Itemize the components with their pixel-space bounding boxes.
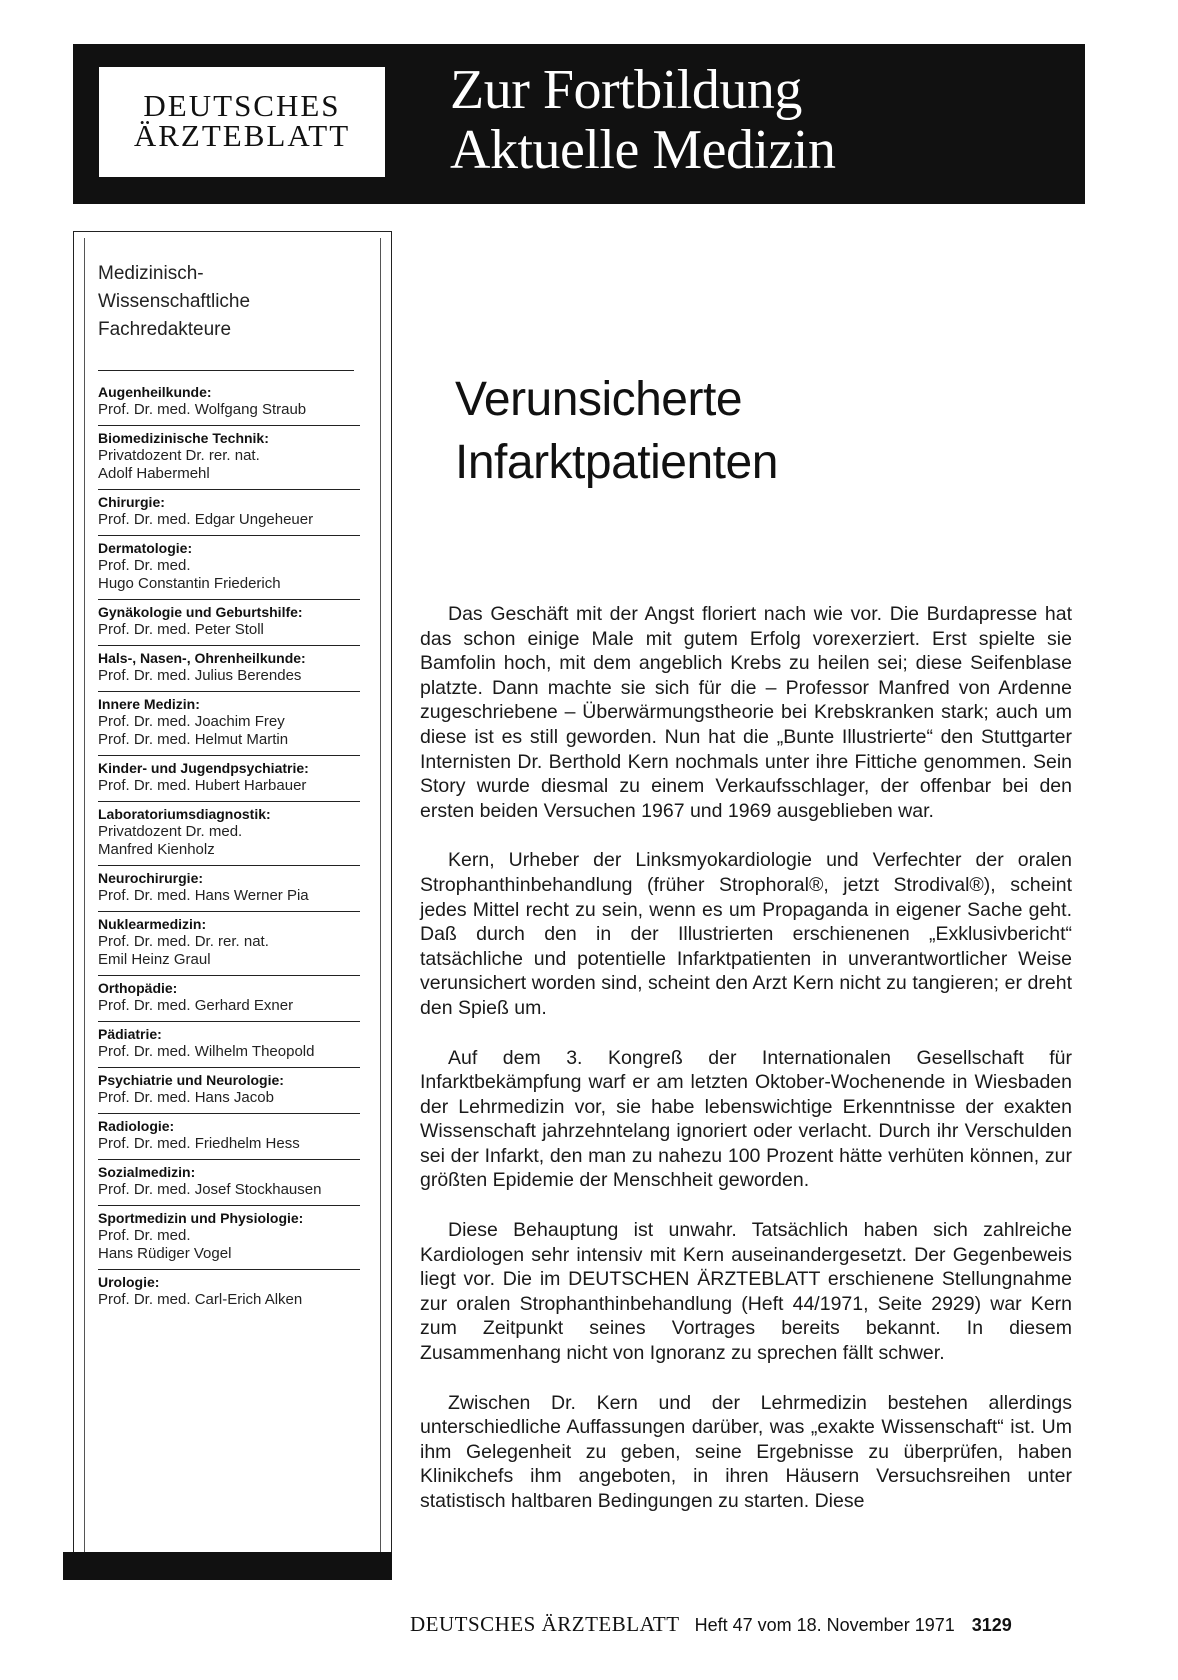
footer-publication: DEUTSCHES ÄRZTEBLATT	[410, 1612, 680, 1636]
editor-name: Hugo Constantin Friederich	[98, 575, 281, 592]
editor-name: Prof. Dr. med. Helmut Martin	[98, 731, 289, 748]
editor-field: Laboratoriumsdiagnostik:	[98, 806, 271, 822]
editor-name: Prof. Dr. med. Hubert Harbauer	[98, 777, 307, 794]
section-title-line-2: Aktuelle Medizin	[450, 119, 836, 181]
editor-entry	[98, 536, 360, 600]
editor-entry	[98, 866, 360, 912]
editor-name: Prof. Dr. med. Edgar Ungeheuer	[98, 511, 314, 528]
editor-name: Prof. Dr. med. Wolfgang Straub	[98, 401, 307, 418]
editor-name: Prof. Dr. med. Hans Jacob	[98, 1089, 274, 1106]
editor-field: Augenheilkunde:	[98, 384, 212, 400]
logo-line-2: ÄRZTEBLATT	[133, 118, 351, 153]
editor-field: Pädiatrie:	[98, 1026, 162, 1042]
editor-name: Prof. Dr. med. Hans Werner Pia	[98, 887, 309, 904]
editor-field: Gynäkologie und Geburtshilfe:	[98, 604, 303, 620]
editor-entry	[98, 1206, 360, 1270]
editor-entry	[98, 1068, 360, 1114]
sidebar-bottom-bar	[63, 1552, 392, 1580]
editor-field: Radiologie:	[98, 1118, 175, 1134]
article-paragraph: Kern, Urheber der Linksmyokardiologie und Verfechter der oralen Strophanthinbehandlung (früher Strophoral®, jetzt Strodival®), scheint jedes Mittel recht zu sein, wenn es um Propaganda in eigener Sache geht. Daß durch den in der Illustrierten erschienenen „Exklusivbericht“ tatsächliche und potentielle Infarktpatienten in unverantwortlicher Weise verunsichert worden sind, scheint den Arzt Kern nicht zu tangieren; er dreht den Spieß um.	[420, 849, 1072, 1019]
editor-entry	[98, 1160, 360, 1206]
editor-entry	[98, 380, 360, 426]
section-title-line-1: Zur Fortbildung	[450, 59, 802, 121]
editor-field: Innere Medizin:	[98, 696, 200, 712]
editor-name: Hans Rüdiger Vogel	[98, 1245, 232, 1262]
editor-field: Biomedizinische Technik:	[98, 430, 269, 446]
editor-field: Psychiatrie und Neurologie:	[98, 1072, 284, 1088]
editor-name: Manfred Kienholz	[98, 841, 215, 858]
sidebar-divider	[98, 370, 354, 371]
article-title-line-1: Verunsicherte	[455, 373, 743, 426]
footer-issue: Heft 47 vom 18. November 1971	[694, 1615, 955, 1635]
editor-name: Adolf Habermehl	[98, 465, 210, 482]
editor-name: Prof. Dr. med. Joachim Frey	[98, 713, 285, 730]
editor-field: Chirurgie:	[98, 494, 165, 510]
masthead	[73, 44, 1085, 204]
publication-logo	[99, 67, 385, 177]
editor-field: Sportmedizin und Physiologie:	[98, 1210, 304, 1226]
editor-name: Prof. Dr. med. Carl-Erich Alken	[98, 1291, 303, 1308]
editor-entry	[98, 692, 360, 756]
sidebar-heading-line-3: Fachredakteure	[98, 319, 232, 340]
editor-entry	[98, 1114, 360, 1160]
editor-entry	[98, 1270, 360, 1315]
editor-entry	[98, 912, 360, 976]
editor-entry	[98, 976, 360, 1022]
editor-field: Kinder- und Jugendpsychiatrie:	[98, 760, 309, 776]
article-paragraph: Auf dem 3. Kongreß der Internationalen Gesellschaft für Infarktbekämpfung warf er am letzten Oktober-Wochenende in Wiesbaden der Lehrmedizin vor, sie habe lebenswichtige Erkenntnisse der exakten Wissenschaft jahrzehntelang ignoriert oder verlacht. Durch ihr Verschulden sei der Infarkt, den man zu nahezu 100 Prozent hätte verhüten können, zur größten Epidemie der Menschheit geworden.	[420, 1046, 1072, 1192]
editor-field: Hals-, Nasen-, Ohrenheilkunde:	[98, 650, 306, 666]
article-paragraph: Zwischen Dr. Kern und der Lehrmedizin bestehen allerdings unterschiedliche Auffassungen darüber, was „exakte Wissenschaft“ ist. Um ihm Gelegenheit zu geben, seine Ergebnisse zu überprüfen, haben Klinikchefs ihm angeboten, in ihren Häusern Versuchsreihen unter statistisch haltbaren Bedingungen zu starten. Diese	[420, 1391, 1072, 1512]
section-title	[450, 60, 835, 180]
sidebar-heading-line-1: Medizinisch-	[98, 263, 204, 284]
editor-entry	[98, 1022, 360, 1068]
editor-list	[98, 380, 360, 1315]
editors-sidebar	[73, 231, 392, 1568]
editor-field: Dermatologie:	[98, 540, 193, 556]
editor-entry	[98, 490, 360, 536]
article-title	[455, 368, 778, 494]
editor-name: Prof. Dr. med. Peter Stoll	[98, 621, 264, 638]
editor-name: Prof. Dr. med.	[98, 1227, 191, 1244]
editor-field: Neurochirurgie:	[98, 870, 204, 886]
page-footer	[410, 1612, 1080, 1637]
article-paragraph: Diese Behauptung ist unwahr. Tatsächlich haben sich zahlreiche Kardiologen sehr intensiv mit Kern auseinandergesetzt. Der Gegenbeweis liegt vor. Die im DEUTSCHEN ÄRZTEBLATT erschienene Stellungnahme zur oralen Strophanthinbehandlung (Heft 44/1971, Seite 2929) war Kern zum Zeitpunkt seines Vortrages bereits bekannt. In diesem Zusammenhang nicht von Ignoranz zu sprechen fällt schwer.	[420, 1219, 1072, 1365]
editor-entry	[98, 756, 360, 802]
sidebar-heading	[98, 260, 250, 344]
editor-field: Urologie:	[98, 1274, 160, 1290]
editor-name: Prof. Dr. med. Dr. rer. nat.	[98, 933, 269, 950]
editor-field: Orthopädie:	[98, 980, 178, 996]
page-number: 3129	[971, 1615, 1012, 1635]
article-paragraph: Das Geschäft mit der Angst floriert nach wie vor. Die Burdapresse hat das schon einige Male mit gutem Erfolg vorexerziert. Erst spielte sie Bamfolin hoch, mit dem angeblich Krebs zu heilen sei; diese Seifenblase platzte. Dann machte sie sich für die – Professor Manfred von Ardenne zugeschriebene – Überwärmungstheorie bei Krebskranken stark; auch um diese ist es still geworden. Nun hat die „Bunte Illustrierte“ den Stuttgarter Internisten Dr. Berthold Kern nochmals unter ihre Fittiche genommen. Sein Story wurde diesmal zu einem Verkaufsschlager, der offenbar bei den ersten beiden Versuchen 1967 und 1969 ausgeblieben war.	[420, 603, 1072, 822]
editor-entry	[98, 426, 360, 490]
editor-name: Emil Heinz Graul	[98, 951, 211, 968]
sidebar-heading-line-2: Wissenschaftliche	[98, 291, 251, 312]
editor-field: Nuklearmedizin:	[98, 916, 207, 932]
logo-line-1: DEUTSCHES	[143, 88, 341, 123]
editor-name: Privatdozent Dr. rer. nat.	[98, 447, 260, 464]
article-title-line-2: Infarktpatienten	[455, 436, 778, 489]
editor-name: Prof. Dr. med. Gerhard Exner	[98, 997, 294, 1014]
editor-entry	[98, 646, 360, 692]
editor-entry	[98, 802, 360, 866]
editor-name: Prof. Dr. med. Friedhelm Hess	[98, 1135, 300, 1152]
article-body	[420, 602, 1072, 1539]
editor-entry	[98, 600, 360, 646]
editor-name: Prof. Dr. med. Julius Berendes	[98, 667, 302, 684]
editor-name: Prof. Dr. med.	[98, 557, 191, 574]
editor-name: Prof. Dr. med. Josef Stockhausen	[98, 1181, 322, 1198]
editor-field: Sozialmedizin:	[98, 1164, 196, 1180]
editor-name: Privatdozent Dr. med.	[98, 823, 243, 840]
editor-name: Prof. Dr. med. Wilhelm Theopold	[98, 1043, 315, 1060]
